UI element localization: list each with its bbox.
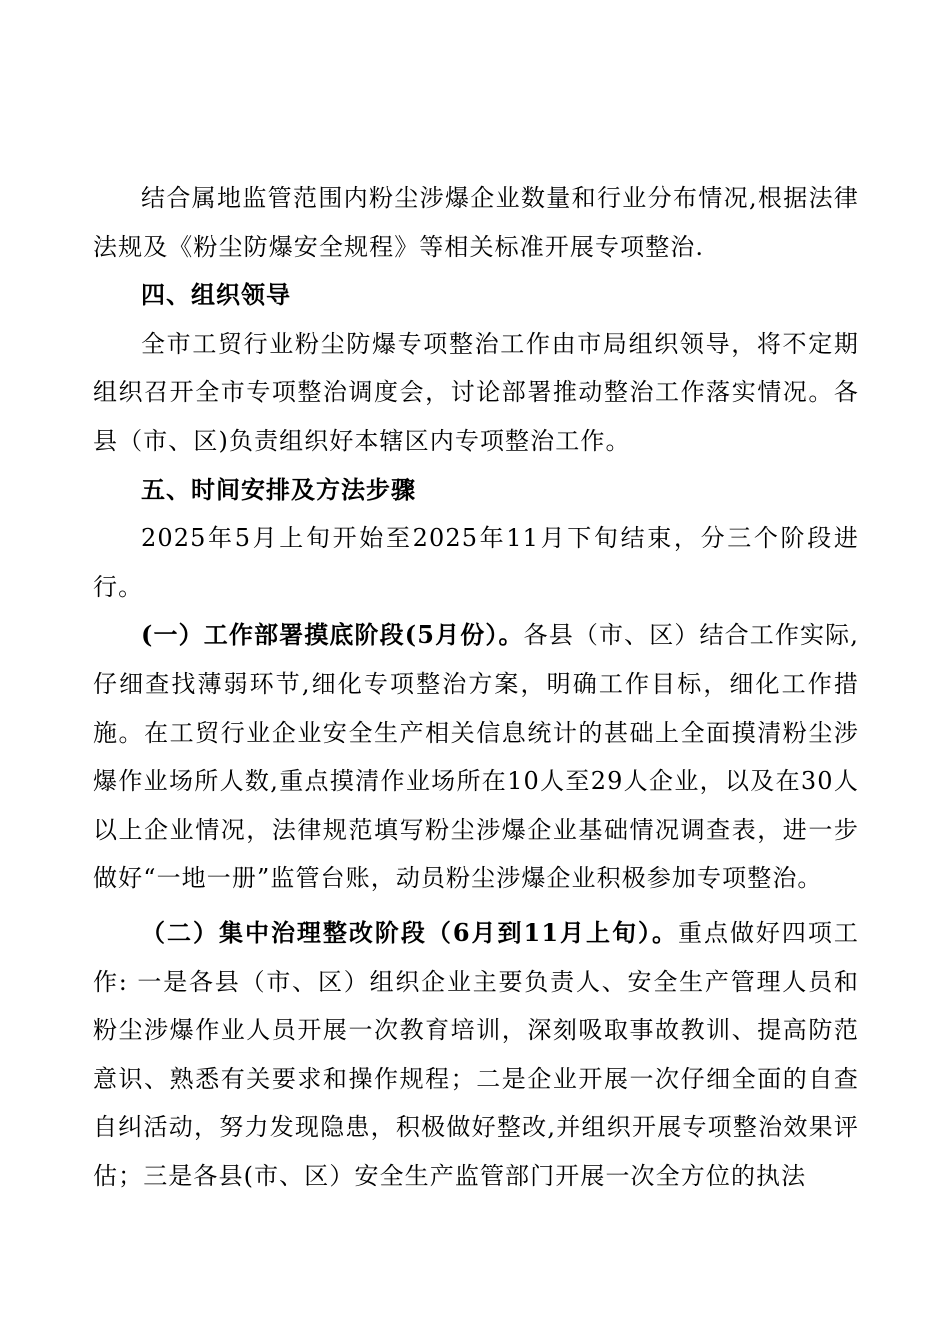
stage-2-body: 重点做好四项工作: 一是各县（市、区）组织企业主要负责人、安全生产管理人员和粉尘涉爆作业人员开展一次教育培训，深刻吸取事故教训、提高防范意识、熟悉有关要求和操作规程；二是企业开展一次仔细全面的自查自纠活动，努力发现隐患，积极做好整改,并组织开展专项整治效果评估；三是各县(市、区）安全生产监管部门开展一次全方位的执法 [93, 918, 860, 1190]
stage-1-body: 各县（市、区）结合工作实际,仔细查找薄弱环节,细化专项整治方案，明确工作目标，细化工作措施。在工贸行业企业安全生产相关信息统计的甚础上全面摸清粉尘涉爆作业场所人数,重点摸清作业场所在10人至29人企业，以及在30人以上企业情况，法律规范填写粉尘涉爆企业基础情况调查表，进一步做好“一地一册”监管台账，动员粉尘涉爆企业积极参加专项整治。 [93, 621, 860, 893]
paragraph-organization: 全市工贸行业粉尘防爆专项整治工作由市局组织领导，将不定期组织召开全市专项整治调度会，讨论部署推动整治工作落实情况。各县（市、区)负责组织好本辖区内专项整治工作。 [93, 329, 859, 455]
stage-2-title: （二）集中治理整改阶段（6月到11月上旬）。 [141, 917, 678, 947]
paragraph-schedule-overview: 2025年5月上旬开始至2025年11月下旬结束，分三个阶段进行。 [93, 524, 859, 601]
heading-schedule-steps: 五、时间安排及方法步骤 [141, 475, 416, 504]
paragraph-stage-1 [93, 611, 859, 903]
stage-1-title: (一）工作部署摸底阶段(5月份）。 [141, 620, 524, 650]
document-body [93, 174, 859, 1200]
heading-organization-leadership: 四、组织领导 [141, 281, 291, 310]
paragraph-rectification-basis: 结合属地监管范围内粉尘涉爆企业数量和行业分布情况,根据法律法规及《粉尘防爆安全规程》等相关标准开展专项整治. [93, 184, 859, 261]
paragraph-stage-2 [93, 909, 859, 1201]
